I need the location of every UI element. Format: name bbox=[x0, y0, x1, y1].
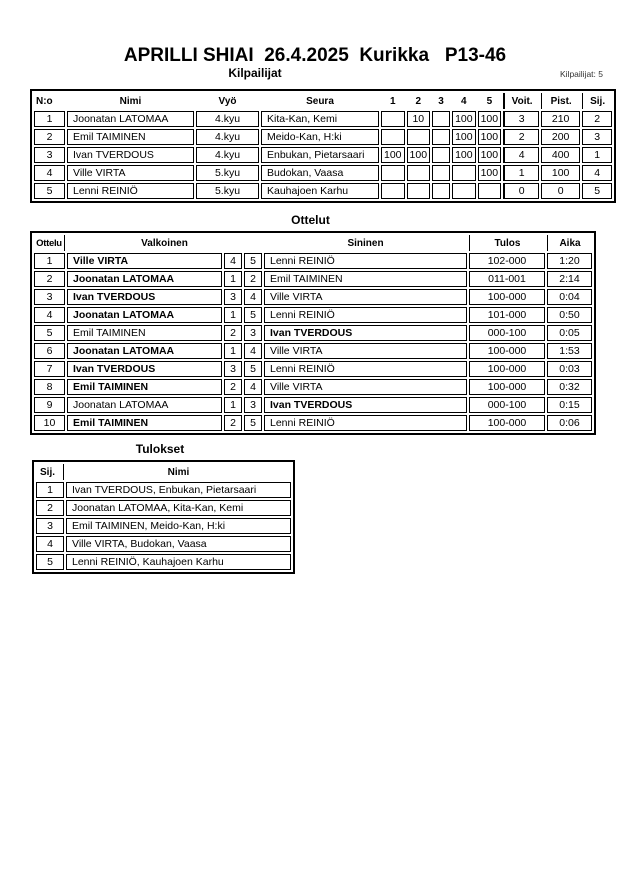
match-row bbox=[34, 289, 592, 305]
place-cell: 4 bbox=[36, 536, 64, 552]
blue-name-cell: Ville VIRTA bbox=[264, 343, 467, 359]
result-cell: 101-000 bbox=[469, 307, 545, 323]
result-cell: 100-000 bbox=[469, 289, 545, 305]
round-cell: 100 bbox=[452, 111, 476, 127]
col-header-wins: Voit. bbox=[503, 93, 539, 109]
result-name-cell: Emil TAIMINEN, Meido-Kan, H:ki bbox=[66, 518, 291, 534]
place-cell: 1 bbox=[582, 147, 612, 163]
blue-no-cell: 2 bbox=[244, 271, 262, 287]
white-no-cell: 4 bbox=[224, 253, 242, 269]
club-cell: Kauhajoen Karhu bbox=[261, 183, 379, 199]
match-no-cell: 3 bbox=[34, 289, 65, 305]
matches-header-row bbox=[34, 235, 592, 251]
time-cell: 0:04 bbox=[547, 289, 592, 305]
result-row bbox=[36, 518, 291, 534]
name-cell: Joonatan LATOMAA bbox=[67, 111, 194, 127]
white-no-cell: 1 bbox=[224, 343, 242, 359]
place-cell: 1 bbox=[36, 482, 64, 498]
competitor-row bbox=[34, 147, 612, 163]
time-cell: 1:20 bbox=[547, 253, 592, 269]
name-cell: Lenni REINIÖ bbox=[67, 183, 194, 199]
match-no-cell: 5 bbox=[34, 325, 65, 341]
club-cell: Budokan, Vaasa bbox=[261, 165, 379, 181]
blue-name-cell: Lenni REINIÖ bbox=[264, 253, 467, 269]
club-cell: Enbukan, Pietarsaari bbox=[261, 147, 379, 163]
col-header-place: Sij. bbox=[582, 93, 612, 109]
white-no-cell: 1 bbox=[224, 397, 242, 413]
match-row bbox=[34, 379, 592, 395]
time-cell: 0:50 bbox=[547, 307, 592, 323]
white-name-cell: Joonatan LATOMAA bbox=[67, 271, 222, 287]
white-name-cell: Joonatan LATOMAA bbox=[67, 397, 222, 413]
round-cell bbox=[381, 165, 405, 181]
match-row bbox=[34, 325, 592, 341]
points-cell: 210 bbox=[541, 111, 580, 127]
place-cell: 5 bbox=[36, 554, 64, 570]
white-name-cell: Emil TAIMINEN bbox=[67, 415, 222, 431]
name-cell: Emil TAIMINEN bbox=[67, 129, 194, 145]
col-header-match: Ottelu bbox=[34, 235, 65, 251]
place-cell: 3 bbox=[36, 518, 64, 534]
result-cell: 011-001 bbox=[469, 271, 545, 287]
white-name-cell: Ivan TVERDOUS bbox=[67, 289, 222, 305]
white-no-cell: 2 bbox=[224, 415, 242, 431]
no-cell: 3 bbox=[34, 147, 65, 163]
competitors-count-label: Kilpailijat: 5 bbox=[560, 69, 603, 79]
round-cell bbox=[381, 129, 405, 145]
match-no-cell: 8 bbox=[34, 379, 65, 395]
col-header-blue: Sininen bbox=[347, 237, 384, 249]
matches-section-title: Ottelut bbox=[291, 213, 330, 227]
place-cell: 2 bbox=[582, 111, 612, 127]
white-name-cell: Emil TAIMINEN bbox=[67, 379, 222, 395]
result-cell: 100-000 bbox=[469, 361, 545, 377]
round-cell bbox=[432, 183, 450, 199]
result-row bbox=[36, 554, 291, 570]
match-row bbox=[34, 253, 592, 269]
col-header-club: Seura bbox=[306, 95, 334, 107]
match-row bbox=[34, 397, 592, 413]
round-cell: 100 bbox=[381, 147, 405, 163]
page-title: APRILLI SHIAI 26.4.2025 Kurikka P13-46 bbox=[123, 45, 507, 66]
blue-no-cell: 3 bbox=[244, 397, 262, 413]
col-header-round-3: 3 bbox=[438, 95, 444, 107]
points-cell: 0 bbox=[541, 183, 580, 199]
round-cell: 10 bbox=[407, 111, 431, 127]
col-header-belt: Vyö bbox=[218, 95, 237, 107]
blue-no-cell: 3 bbox=[244, 325, 262, 341]
time-cell: 0:03 bbox=[547, 361, 592, 377]
competitor-row bbox=[34, 129, 612, 145]
results-header-row bbox=[36, 464, 291, 480]
col-header-white: Valkoinen bbox=[141, 237, 188, 249]
blue-name-cell: Lenni REINIÖ bbox=[264, 307, 467, 323]
blue-no-cell: 5 bbox=[244, 307, 262, 323]
points-cell: 100 bbox=[541, 165, 580, 181]
club-cell: Kita-Kan, Kemi bbox=[261, 111, 379, 127]
result-cell: 100-000 bbox=[469, 415, 545, 431]
col-header-round-5: 5 bbox=[486, 95, 493, 107]
match-no-cell: 1 bbox=[34, 253, 65, 269]
belt-cell: 4.kyu bbox=[196, 129, 259, 145]
belt-cell: 5.kyu bbox=[196, 165, 259, 181]
col-header-round-2: 2 bbox=[415, 95, 422, 107]
white-name-cell: Ivan TVERDOUS bbox=[67, 361, 222, 377]
belt-cell: 5.kyu bbox=[196, 183, 259, 199]
col-header-name: Nimi bbox=[119, 95, 142, 107]
round-cell bbox=[432, 165, 450, 181]
no-cell: 1 bbox=[34, 111, 65, 127]
col-header-round-4: 4 bbox=[461, 95, 467, 107]
white-no-cell: 2 bbox=[224, 379, 242, 395]
time-cell: 0:05 bbox=[547, 325, 592, 341]
competitor-row bbox=[34, 165, 612, 181]
col-header-round-1: 1 bbox=[389, 95, 396, 107]
round-cell bbox=[452, 183, 476, 199]
result-cell: 100-000 bbox=[469, 379, 545, 395]
place-cell: 5 bbox=[582, 183, 612, 199]
round-cell: 100 bbox=[478, 129, 502, 145]
blue-name-cell: Ivan TVERDOUS bbox=[264, 397, 467, 413]
round-cell bbox=[432, 129, 450, 145]
white-name-cell: Emil TAIMINEN bbox=[67, 325, 222, 341]
wins-cell: 2 bbox=[503, 129, 539, 145]
result-name-cell: Lenni REINIÖ, Kauhajoen Karhu bbox=[66, 554, 291, 570]
match-no-cell: 7 bbox=[34, 361, 65, 377]
col-header-time: Aika bbox=[547, 235, 592, 251]
round-cell bbox=[452, 165, 476, 181]
points-cell: 200 bbox=[541, 129, 580, 145]
round-cell bbox=[407, 165, 431, 181]
place-cell: 3 bbox=[582, 129, 612, 145]
place-cell: 2 bbox=[36, 500, 64, 516]
competitors-header-row bbox=[34, 93, 612, 109]
round-cell: 100 bbox=[478, 111, 502, 127]
blue-name-cell: Emil TAIMINEN bbox=[264, 271, 467, 287]
time-cell: 0:32 bbox=[547, 379, 592, 395]
white-no-cell: 2 bbox=[224, 325, 242, 341]
wins-cell: 1 bbox=[503, 165, 539, 181]
blue-name-cell: Lenni REINIÖ bbox=[264, 415, 467, 431]
result-row bbox=[36, 482, 291, 498]
col-header-result: Tulos bbox=[469, 235, 545, 251]
time-cell: 0:15 bbox=[547, 397, 592, 413]
competitors-section-title: Kilpailijat bbox=[228, 66, 282, 80]
matches-table bbox=[30, 231, 596, 435]
club-cell: Meido-Kan, H:ki bbox=[261, 129, 379, 145]
time-cell: 1:53 bbox=[547, 343, 592, 359]
blue-no-cell: 4 bbox=[244, 379, 262, 395]
col-header-points: Pist. bbox=[541, 93, 580, 109]
belt-cell: 4.kyu bbox=[196, 111, 259, 127]
results-table bbox=[32, 460, 295, 574]
match-no-cell: 4 bbox=[34, 307, 65, 323]
match-no-cell: 2 bbox=[34, 271, 65, 287]
blue-name-cell: Ville VIRTA bbox=[264, 289, 467, 305]
round-cell bbox=[432, 111, 450, 127]
wins-cell: 0 bbox=[503, 183, 539, 199]
no-cell: 5 bbox=[34, 183, 65, 199]
match-row bbox=[34, 271, 592, 287]
round-cell bbox=[432, 147, 450, 163]
white-no-cell: 1 bbox=[224, 271, 242, 287]
match-no-cell: 10 bbox=[34, 415, 65, 431]
name-cell: Ivan TVERDOUS bbox=[67, 147, 194, 163]
white-no-cell: 3 bbox=[224, 289, 242, 305]
blue-name-cell: Ivan TVERDOUS bbox=[264, 325, 467, 341]
result-row bbox=[36, 536, 291, 552]
points-cell: 400 bbox=[541, 147, 580, 163]
white-no-cell: 1 bbox=[224, 307, 242, 323]
blue-no-cell: 5 bbox=[244, 361, 262, 377]
competitor-row bbox=[34, 183, 612, 199]
round-cell: 100 bbox=[452, 129, 476, 145]
match-row bbox=[34, 307, 592, 323]
col-header-place: Sij. bbox=[36, 464, 64, 480]
result-cell: 100-000 bbox=[469, 343, 545, 359]
round-cell bbox=[381, 111, 405, 127]
result-name-cell: Ivan TVERDOUS, Enbukan, Pietarsaari bbox=[66, 482, 291, 498]
result-cell: 000-100 bbox=[469, 397, 545, 413]
result-name-cell: Joonatan LATOMAA, Kita-Kan, Kemi bbox=[66, 500, 291, 516]
result-cell: 000-100 bbox=[469, 325, 545, 341]
round-cell: 100 bbox=[478, 147, 502, 163]
round-cell bbox=[407, 183, 431, 199]
round-cell bbox=[478, 183, 502, 199]
match-row bbox=[34, 415, 592, 431]
match-no-cell: 9 bbox=[34, 397, 65, 413]
match-no-cell: 6 bbox=[34, 343, 65, 359]
competitor-row bbox=[34, 111, 612, 127]
no-cell: 4 bbox=[34, 165, 65, 181]
col-header-no: N:o bbox=[36, 95, 53, 107]
col-header-name: Nimi bbox=[167, 466, 190, 478]
results-section-title: Tulokset bbox=[135, 442, 185, 456]
white-name-cell: Joonatan LATOMAA bbox=[67, 343, 222, 359]
round-cell: 100 bbox=[452, 147, 476, 163]
time-cell: 2:14 bbox=[547, 271, 592, 287]
no-cell: 2 bbox=[34, 129, 65, 145]
blue-name-cell: Lenni REINIÖ bbox=[264, 361, 467, 377]
result-row bbox=[36, 500, 291, 516]
round-cell: 100 bbox=[407, 147, 431, 163]
place-cell: 4 bbox=[582, 165, 612, 181]
round-cell: 100 bbox=[478, 165, 502, 181]
belt-cell: 4.kyu bbox=[196, 147, 259, 163]
result-name-cell: Ville VIRTA, Budokan, Vaasa bbox=[66, 536, 291, 552]
match-row bbox=[34, 361, 592, 377]
white-no-cell: 3 bbox=[224, 361, 242, 377]
competitors-table bbox=[30, 89, 616, 203]
round-cell bbox=[381, 183, 405, 199]
wins-cell: 3 bbox=[503, 111, 539, 127]
blue-no-cell: 5 bbox=[244, 253, 262, 269]
wins-cell: 4 bbox=[503, 147, 539, 163]
result-cell: 102-000 bbox=[469, 253, 545, 269]
white-name-cell: Ville VIRTA bbox=[67, 253, 222, 269]
match-row bbox=[34, 343, 592, 359]
name-cell: Ville VIRTA bbox=[67, 165, 194, 181]
round-cell bbox=[407, 129, 431, 145]
white-name-cell: Joonatan LATOMAA bbox=[67, 307, 222, 323]
blue-no-cell: 4 bbox=[244, 343, 262, 359]
blue-no-cell: 5 bbox=[244, 415, 262, 431]
time-cell: 0:06 bbox=[547, 415, 592, 431]
blue-no-cell: 4 bbox=[244, 289, 262, 305]
blue-name-cell: Ville VIRTA bbox=[264, 379, 467, 395]
